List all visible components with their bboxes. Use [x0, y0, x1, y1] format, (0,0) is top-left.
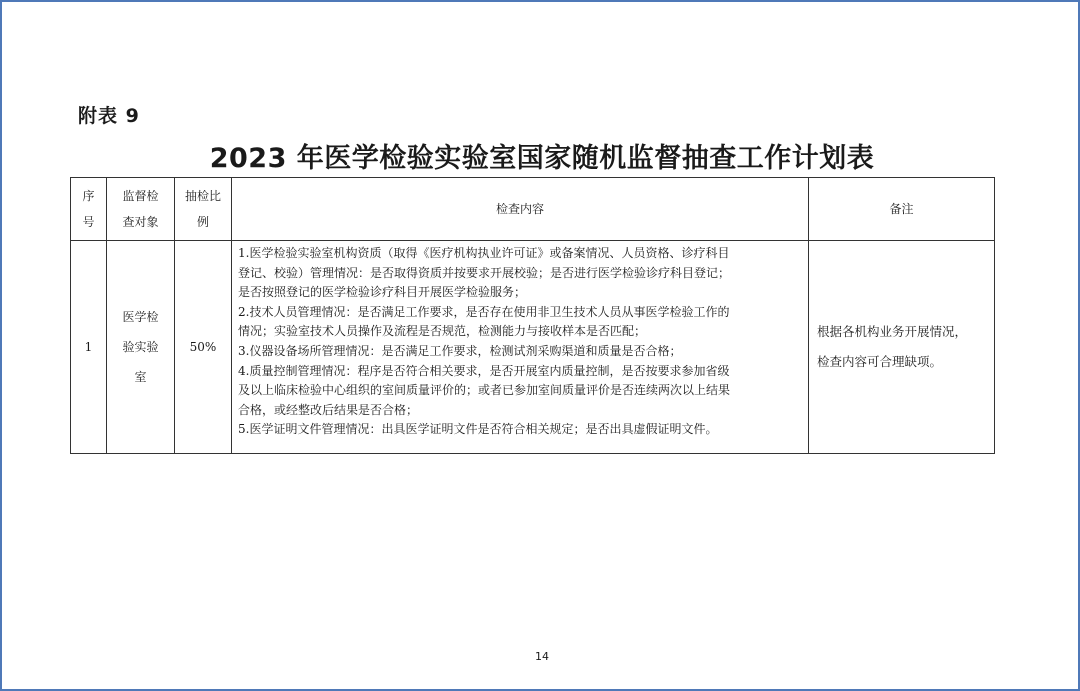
- remarks-line-1: 根据各机构业务开展情况，: [817, 324, 968, 339]
- content-line: 3.仪器设备场所管理情况：是否满足工作要求，检测试剂采购渠道和质量是否合格；: [238, 343, 682, 358]
- header-target-line-1: 监督检: [122, 189, 159, 203]
- header-target: [107, 178, 175, 241]
- document-title: 2023 年医学检验实验室国家随机监督抽查工作计划表: [209, 143, 875, 174]
- content-line: 及以上临床检验中心组织的室间质量评价的；或者已参加室间质量评价是否连续两次以上结果: [238, 383, 731, 398]
- row-target-line-2: 验实验: [122, 340, 159, 354]
- page-number: 14: [535, 650, 549, 663]
- header-ratio-line-2: 例: [196, 215, 209, 229]
- row-remarks: [809, 241, 995, 454]
- row-target: [107, 241, 175, 454]
- content-line: 是否按照登记的医学检验诊疗科目开展医学检验服务；: [238, 285, 527, 300]
- row-target-line-1: 医学检: [122, 310, 159, 324]
- content-line: 4.质量控制管理情况：程序是否符合相关要求，是否开展室内质量控制，是否按要求参加省级: [238, 363, 730, 378]
- header-target-line-2: 查对象: [122, 215, 159, 229]
- content-line: 登记、校验）管理情况：是否取得资质并按要求开展校验；是否进行医学检验诊疗科目登记；: [238, 265, 731, 280]
- header-seq: [71, 178, 107, 241]
- content-line: 情况；实验室技术人员操作及流程是否规范，检测能力与接收样本是否匹配；: [238, 324, 647, 339]
- content-line: 1.医学检验实验室机构资质（取得《医疗机构执业许可证》或备案情况、人员资格、诊疗科目: [238, 246, 730, 260]
- header-remarks: 备注: [809, 178, 995, 241]
- row-target-line-3: 室: [134, 370, 147, 384]
- header-ratio: [175, 178, 232, 241]
- content-line: 5.医学证明文件管理情况：出具医学证明文件是否符合相关规定；是否出具虚假证明文件。: [238, 422, 718, 437]
- header-seq-line-2: 号: [82, 215, 95, 229]
- header-seq-line-1: 序: [82, 189, 95, 203]
- content-line: 合格，或经整改后结果是否合格；: [238, 402, 419, 417]
- appendix-label: 附表 9: [78, 105, 140, 127]
- header-ratio-line-1: 抽检比: [184, 189, 221, 203]
- table-row: [71, 241, 995, 454]
- header-content: 检查内容: [232, 178, 809, 241]
- table-header-row: [71, 178, 995, 241]
- remarks-line-2: 检查内容可合理缺项。: [817, 354, 943, 369]
- row-seq: 1: [71, 241, 107, 454]
- row-ratio: 50%: [175, 241, 232, 454]
- row-content: [232, 241, 809, 454]
- content-line: 2.技术人员管理情况：是否满足工作要求，是否存在使用非卫生技术人员从事医学检验工作的: [238, 304, 730, 319]
- inspection-plan-table: [70, 177, 995, 454]
